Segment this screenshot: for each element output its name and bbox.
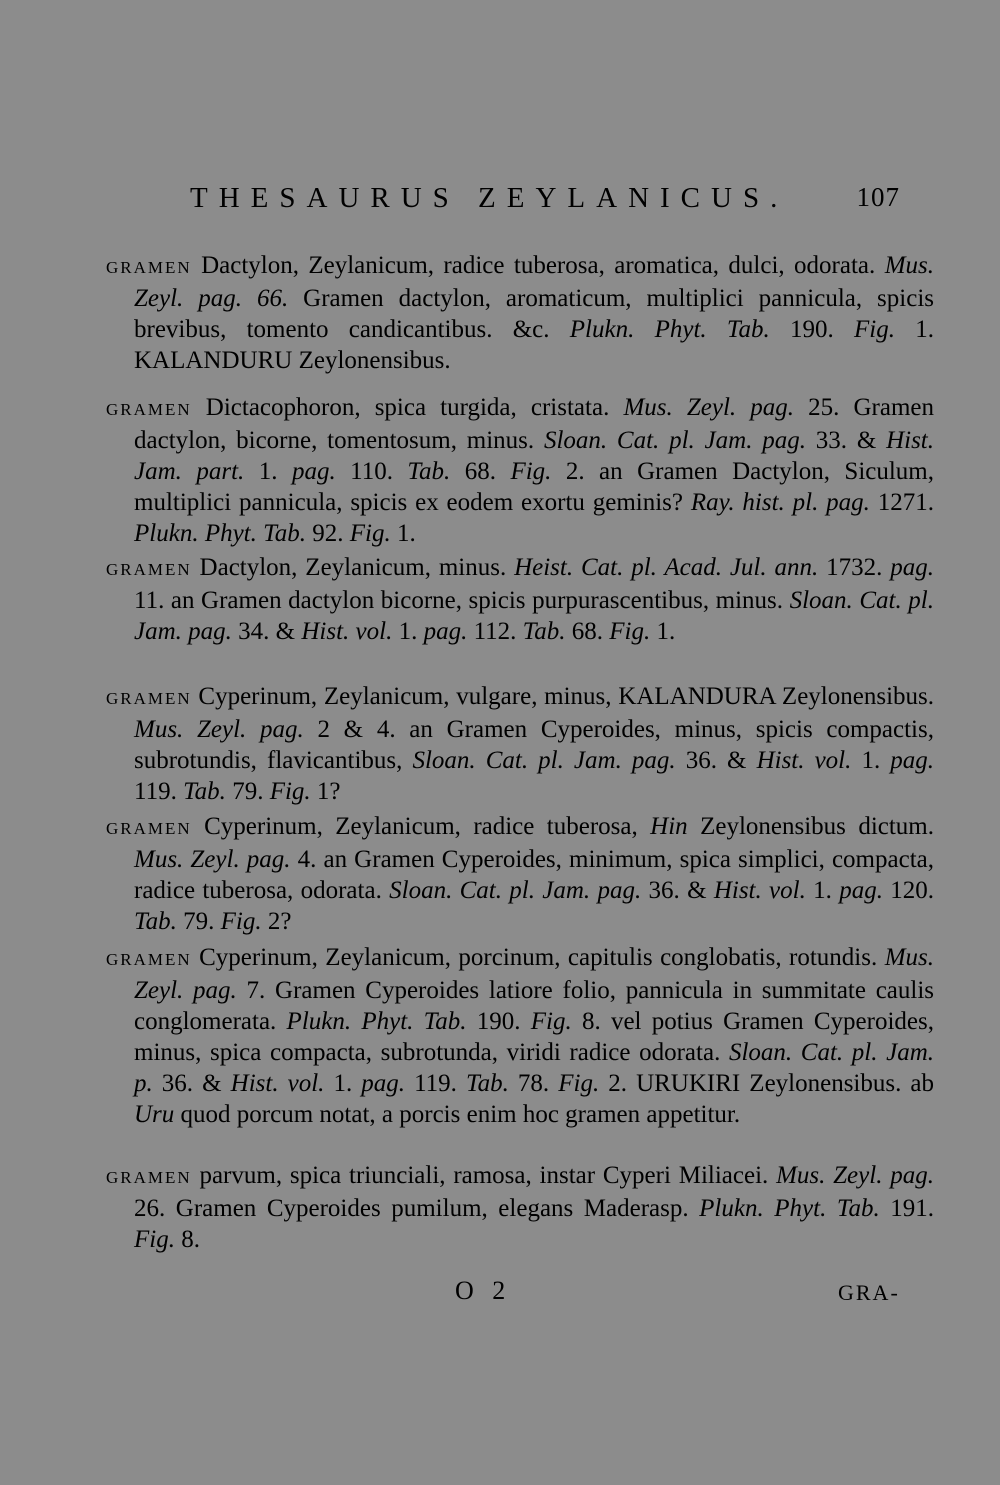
entry-text: 68. [450, 458, 511, 485]
entry-text: 191. [879, 1195, 935, 1222]
entry-text: 11. an Gramen dactylon bicorne, spicis purpurascentibus, minus. [134, 587, 790, 614]
entry-headword: GRAMEN [106, 560, 192, 579]
entry-text: 36. & [675, 747, 757, 774]
citation-italic: Heist. Cat. pl. Acad. Jul. ann. [514, 554, 819, 581]
citation-italic: Fig. [134, 1226, 175, 1253]
citation-italic: Fig. [854, 316, 895, 343]
entry-text: 36. & [641, 877, 714, 904]
running-title: THESAURUS ZEYLANICUS. [190, 182, 789, 214]
entry-text: 1. [805, 877, 840, 904]
entry-text: Dactylon, Zeylanicum, radice tuberosa, aromatica, dulci, odorata. [191, 252, 885, 279]
entry-text: Dictacophoron, spica turgida, cristata. [191, 394, 624, 421]
entry-text: 2? [261, 908, 292, 935]
citation-italic: Sloan. Cat. pl. Jam. pag. [134, 587, 934, 645]
entry-text: 1. [392, 618, 424, 645]
citation-italic: pag. [361, 1070, 406, 1097]
signature-mark: O 2 [455, 1276, 512, 1305]
entry-text: 1? [310, 778, 341, 805]
entry-text: 34. & [231, 618, 302, 645]
entry-text: 1. [390, 520, 416, 547]
citation-italic: Mus. Zeyl. pag. [776, 1162, 934, 1189]
catchword: GRA- [838, 1280, 900, 1305]
running-head [190, 182, 910, 222]
entry-headword: GRAMEN [106, 1168, 192, 1187]
entry-text: 119. [405, 1070, 466, 1097]
citation-italic: Mus. Zeyl. pag. 66. [134, 252, 934, 312]
citation-italic: Sloan. Cat. pl. Jam. pag. [389, 877, 642, 904]
entry-headword: GRAMEN [106, 950, 192, 969]
entry-text: 190. [466, 1008, 531, 1035]
entry-text: 2 & 4. an Gramen Cyperoides, minus, spicis compactis, subrotundis, flavicantibus, [134, 716, 934, 774]
citation-italic: Hin [650, 813, 688, 840]
entry-text: 68. [565, 618, 610, 645]
entry-headword: GRAMEN [106, 400, 192, 419]
citation-italic: Tab. [134, 908, 177, 935]
entry-paragraph [106, 250, 934, 376]
citation-italic: Mus. Zeyl. pag. [134, 846, 291, 873]
entry-text: Zeylonensibus dictum. [687, 813, 935, 840]
citation-italic: Ray. hist. pl. pag. [690, 489, 870, 516]
entry-text: 79. [225, 778, 270, 805]
entry-headword: GRAMEN [106, 819, 192, 838]
entry-headword: GRAMEN [106, 689, 192, 708]
entry-paragraph [106, 392, 934, 549]
citation-italic: Tab. [522, 618, 566, 645]
citation-italic: Sloan. Cat. pl. Jam. p. [134, 1039, 935, 1097]
page-number: 107 [856, 182, 900, 212]
entry-text: 25. Gramen dactylon, bicorne, tomentosum, minus. [134, 394, 934, 454]
entry-paragraph [106, 552, 934, 647]
entry-text: 1. [650, 618, 676, 645]
citation-italic: Uru [134, 1101, 175, 1128]
entry-text: 1. [324, 1070, 362, 1097]
citation-italic: pag. [291, 458, 336, 485]
citation-italic: Hist. Jam. part. [134, 427, 934, 485]
citation-italic: Plukn. Phyt. Tab. [286, 1008, 467, 1035]
entry-text: 7. Gramen Cyperoides latiore folio, pannicula in summitate caulis conglomerata. [134, 977, 935, 1035]
entry-text: 2. an Gramen Dactylon, Siculum, multiplici pannicula, spicis ex eodem exortu geminis? [134, 458, 935, 516]
entry-text: 92. [306, 520, 350, 547]
entry-text: 112. [467, 618, 523, 645]
entry-text: 1. [851, 747, 891, 774]
entry-text: 36. & [152, 1070, 231, 1097]
entry-text: 78. [508, 1070, 559, 1097]
citation-italic: pag. [423, 618, 468, 645]
entry-text: 120. [882, 877, 935, 904]
citation-italic: Fig. [609, 618, 651, 645]
citation-italic: pag. [890, 747, 935, 774]
citation-italic: Fig. [269, 778, 311, 805]
entry-text: quod porcum notat, a porcis enim hoc gramen appetitur. [174, 1101, 741, 1128]
citation-italic: Sloan. Cat. pl. Jam. pag. [412, 747, 676, 774]
entry-text: Dactylon, Zeylanicum, minus. [191, 554, 515, 581]
citation-italic: pag. [839, 877, 883, 904]
citation-italic: Plukn. Phyt. Tab. [569, 316, 770, 343]
entry-text: 79. [176, 908, 221, 935]
entry-paragraph [106, 681, 934, 807]
citation-italic: Tab. [407, 458, 451, 485]
entry-text: 2. URUKIRI Zeylonensibus. ab [599, 1070, 935, 1097]
entry-text: 190. [769, 316, 855, 343]
entry-text: parvum, spica triunciali, ramosa, instar Cyperi Miliacei. [191, 1162, 777, 1189]
entry-text: 1271. [869, 489, 935, 516]
citation-italic: Fig. [220, 908, 262, 935]
citation-italic: Mus. Zeyl. pag. [134, 716, 304, 743]
entry-text: 8. [174, 1226, 200, 1253]
citation-italic: Plukn. Phyt. Tab. [134, 520, 306, 547]
entry-text: 33. & [806, 427, 887, 454]
entry-text: 1. KALANDURU Zeylonensibus. [134, 316, 934, 374]
citation-italic: Mus. Zeyl. pag. [134, 944, 934, 1004]
citation-italic: Mus. Zeyl. pag. [623, 394, 794, 421]
entry-text: Gramen dactylon, aromaticum, multiplici pannicula, spicis brevibus, tomento candicantibus. &c. [134, 285, 935, 343]
citation-italic: Tab. [466, 1070, 509, 1097]
entry-text: Cyperinum, Zeylanicum, porcinum, capitulis conglobatis, rotundis. [191, 944, 885, 971]
citation-italic: Plukn. Phyt. Tab. [699, 1195, 880, 1222]
citation-italic: Fig. [349, 520, 391, 547]
citation-italic: Tab. [183, 778, 226, 805]
entry-text: 8. vel potius Gramen Cyperoides, minus, spica compacta, subrotunda, viridi radice odorata. [134, 1008, 934, 1066]
citation-italic: Fig. [530, 1008, 572, 1035]
entry-paragraph [106, 1160, 934, 1255]
entry-text: Cyperinum, Zeylanicum, vulgare, minus, KALANDURA Zeylonensibus. [191, 683, 934, 710]
entry-paragraph [106, 811, 934, 937]
entry-text: 119. [134, 778, 184, 805]
entry-text: 1. [244, 458, 292, 485]
citation-italic: Sloan. Cat. pl. Jam. pag. [543, 427, 806, 454]
entry-text: Cyperinum, Zeylanicum, radice tuberosa, [191, 813, 651, 840]
entry-headword: GRAMEN [106, 258, 192, 277]
citation-italic: Hist. vol. [756, 747, 852, 774]
citation-italic: Hist. vol. [230, 1070, 325, 1097]
entry-text: 110. [335, 458, 408, 485]
citation-italic: Fig. [510, 458, 552, 485]
citation-italic: Hist. vol. [301, 618, 393, 645]
entry-paragraph [106, 942, 934, 1130]
citation-italic: pag. [890, 554, 934, 581]
citation-italic: Fig. [558, 1070, 600, 1097]
citation-italic: Hist. vol. [713, 877, 806, 904]
entry-text: 26. Gramen Cyperoides pumilum, elegans Maderasp. [134, 1195, 700, 1222]
entry-text: 1732. [818, 554, 891, 581]
entry-text: 4. an Gramen Cyperoides, minimum, spica simplici, compacta, radice tuberosa, odorata. [134, 846, 934, 904]
